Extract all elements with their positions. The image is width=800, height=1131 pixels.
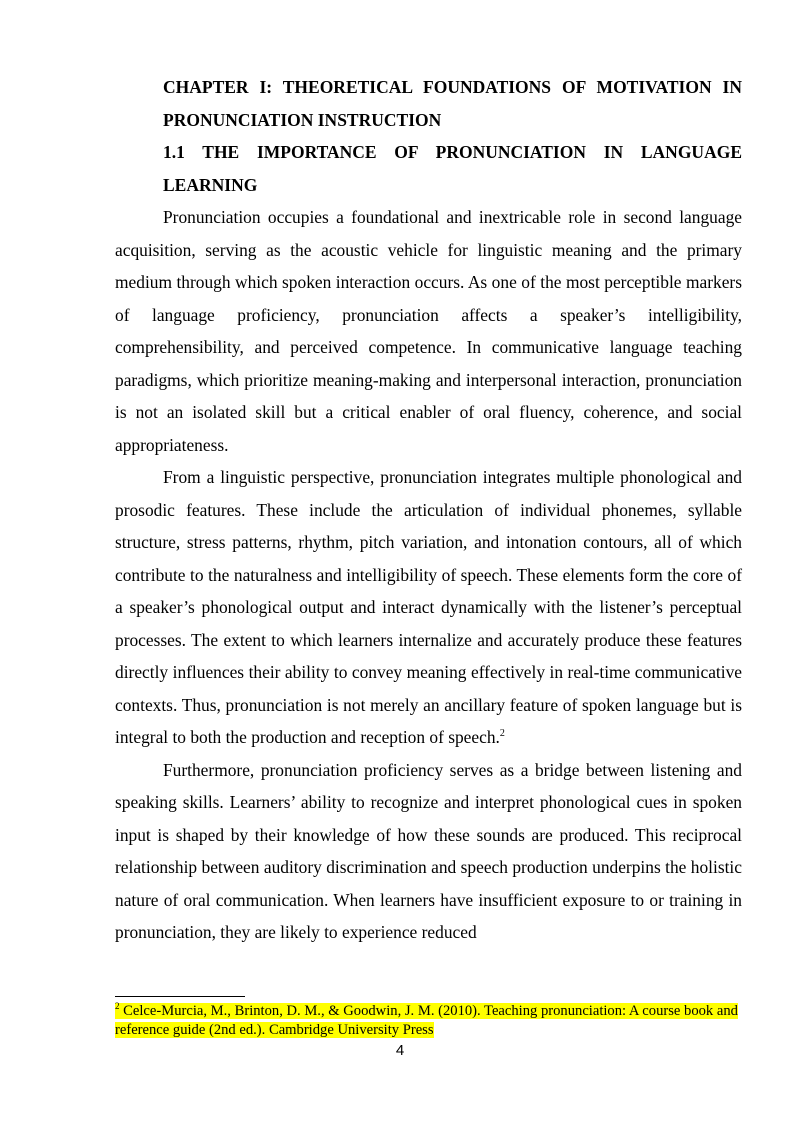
paragraph-2-text: From a linguistic perspective, pronunciation integrates multiple phonological and prosodic features. These include the articulation of individual phonemes, syllable structure, stress patterns, rhythm, pitch variation, and intonation contours, all of which contribute to the naturalness and intelligibility of speech. These elements form the core of a speaker’s phonological output and interact dynamically with the listener’s perceptual processes. The extent to which learners internalize and accurately produce these features directly influences their ability to convey meaning effectively in real-time communicative contexts. Thus, pronunciation is not merely an ancillary feature of spoken language but is integral to both the production and reception of speech. bbox=[115, 467, 742, 747]
chapter-heading: CHAPTER I: THEORETICAL FOUNDATIONS OF MOTIVATION IN PRONUNCIATION INSTRUCTION bbox=[163, 77, 742, 130]
paragraph-1: Pronunciation occupies a foundational and inextricable role in second language acquisition, serving as the acoustic vehicle for linguistic meaning and the primary medium through which spoken interaction occurs. As one of the most perceptible markers of language proficiency, pronunciation affects a speaker’s intelligibility, comprehensibility, and perceived competence. In communicative language teaching paradigms, which prioritize meaning-making and interpersonal interaction, pronunciation is not an isolated skill but a critical enabler of oral fluency, coherence, and social appropriateness. bbox=[115, 207, 742, 455]
section-heading: 1.1 THE IMPORTANCE OF PRONUNCIATION IN LANGUAGE LEARNING bbox=[163, 142, 742, 195]
footnote-text: Celce-Murcia, M., Brinton, D. M., & Goodwin, J. M. (2010). Teaching pronunciation: A course book and reference guide (2nd ed.). Cambridge University Press bbox=[115, 1003, 738, 1038]
footnote-reference[interactable]: 2 bbox=[499, 728, 505, 740]
footnote-separator bbox=[115, 996, 245, 997]
footnote-highlight bbox=[115, 1003, 738, 1038]
footnote-number: 2 bbox=[115, 1001, 120, 1012]
paragraph-3: Furthermore, pronunciation proficiency serves as a bridge between listening and speaking skills. Learners’ ability to recognize and interpret phonological cues in spoken input is shaped by their knowledge of how these sounds are produced. This reciprocal relationship between auditory discrimination and speech production underpins the holistic nature of oral communication. When learners have insufficient exposure to or training in pronunciation, they are likely to experience reduced bbox=[115, 759, 742, 942]
footnote bbox=[115, 1002, 742, 1040]
paragraph-2 bbox=[115, 461, 742, 754]
page-body bbox=[115, 71, 742, 949]
page-number: 4 bbox=[395, 1042, 405, 1059]
